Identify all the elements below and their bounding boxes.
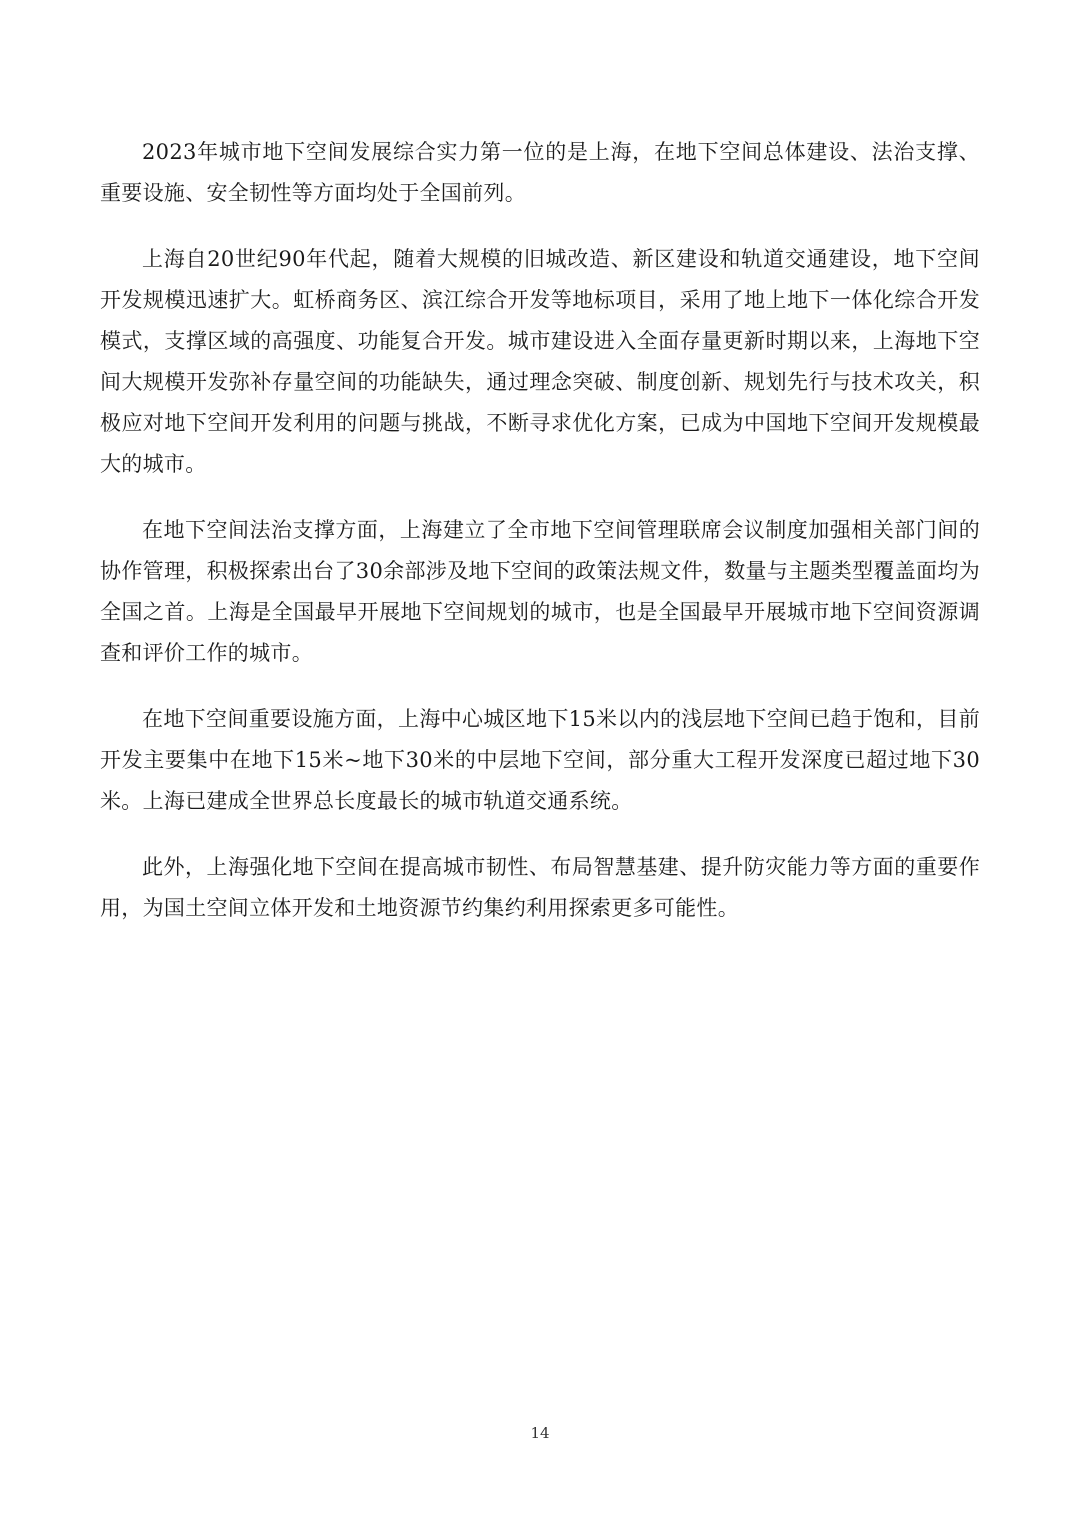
page-number: 14 (530, 1424, 550, 1442)
paragraph: 在地下空间重要设施方面，上海中心城区地下15米以内的浅层地下空间已趋于饱和，目前开发主要集中在地下15米~地下30米的中层地下空间，部分重大工程开发深度已超过地下30米。上海已建成全世界总长度最长的城市轨道交通系统。 (100, 707, 980, 813)
paragraph: 在地下空间法治支撑方面，上海建立了全市地下空间管理联席会议制度加强相关部门间的协作管理，积极探索出台了30余部涉及地下空间的政策法规文件，数量与主题类型覆盖面均为全国之首。上海是全国最早开展地下空间规划的城市，也是全国最早开展城市地下空间资源调查和评价工作的城市。 (100, 518, 980, 665)
paragraph: 2023年城市地下空间发展综合实力第一位的是上海，在地下空间总体建设、法治支撑、重要设施、安全韧性等方面均处于全国前列。 (100, 140, 980, 205)
document-body (100, 132, 980, 954)
paragraph: 此外，上海强化地下空间在提高城市韧性、布局智慧基建、提升防灾能力等方面的重要作用，为国土空间立体开发和土地资源节约集约利用探索更多可能性。 (100, 855, 980, 920)
paragraph: 上海自20世纪90年代起，随着大规模的旧城改造、新区建设和轨道交通建设，地下空间开发规模迅速扩大。虹桥商务区、滨江综合开发等地标项目，采用了地上地下一体化综合开发模式，支撑区域的高强度、功能复合开发。城市建设进入全面存量更新时期以来，上海地下空间大规模开发弥补存量空间的功能缺失，通过理念突破、制度创新、规划先行与技术攻关，积极应对地下空间开发利用的问题与挑战，不断寻求优化方案，已成为中国地下空间开发规模最大的城市。 (100, 247, 980, 476)
